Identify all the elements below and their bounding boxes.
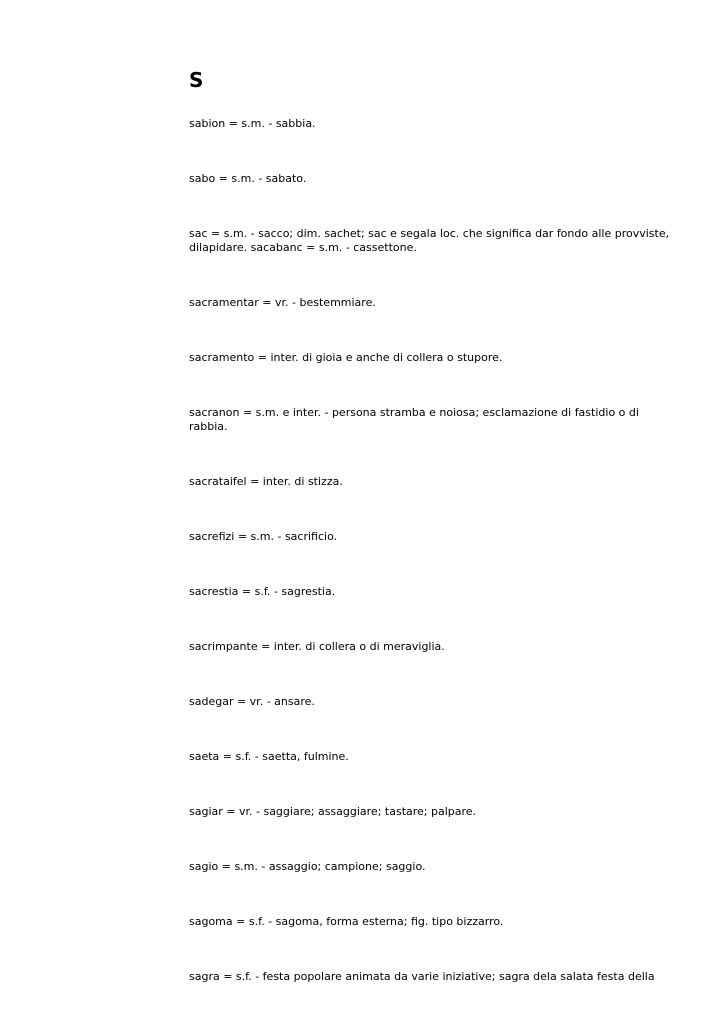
entry-list xyxy=(189,117,679,1024)
entry-saeta: saeta = s.f. - saetta, fulmine. xyxy=(189,750,349,763)
entry-sagiar: sagiar = vr. - saggiare; assaggiare; tastare; palpare. xyxy=(189,805,477,818)
entry-sacrimpante: sacrimpante = inter. di collera o di meraviglia. xyxy=(189,640,445,653)
entry-sacramentar: sacramentar = vr. - bestemmiare. xyxy=(189,296,376,309)
entry-sacramento: sacramento = inter. di gioia e anche di collera o stupore. xyxy=(189,351,503,364)
entry-sagoma: sagoma = s.f. - sagoma, forma esterna; fig. tipo bizzarro. xyxy=(189,915,504,928)
entry-sabion: sabion = s.m. - sabbia. xyxy=(189,117,316,130)
entry-sac: sac = s.m. - sacco; dim. sachet; sac e segala loc. che significa dar fondo alle provviste, dilapidare. sacabanc = s.m. - cassettone. xyxy=(189,227,670,254)
entry-sacranon: sacranon = s.m. e inter. - persona stramba e noiosa; esclamazione di fastidio o di rabbia. xyxy=(189,406,639,433)
entry-sacrefizi: sacrefizi = s.m. - sacrificio. xyxy=(189,530,338,543)
entry-sagra: sagra = s.f. - festa popolare animata da varie iniziative; sagra dela salata festa della xyxy=(189,970,655,983)
entry-sadegar: sadegar = vr. - ansare. xyxy=(189,695,315,708)
entry-sabo: sabo = s.m. - sabato. xyxy=(189,172,307,185)
letter-heading: S xyxy=(189,68,204,92)
entry-sagio: sagio = s.m. - assaggio; campione; saggio. xyxy=(189,860,426,873)
entry-sacrestia: sacrestia = s.f. - sagrestia. xyxy=(189,585,336,598)
entry-sacrataifel: sacrataifel = inter. di stizza. xyxy=(189,475,343,488)
